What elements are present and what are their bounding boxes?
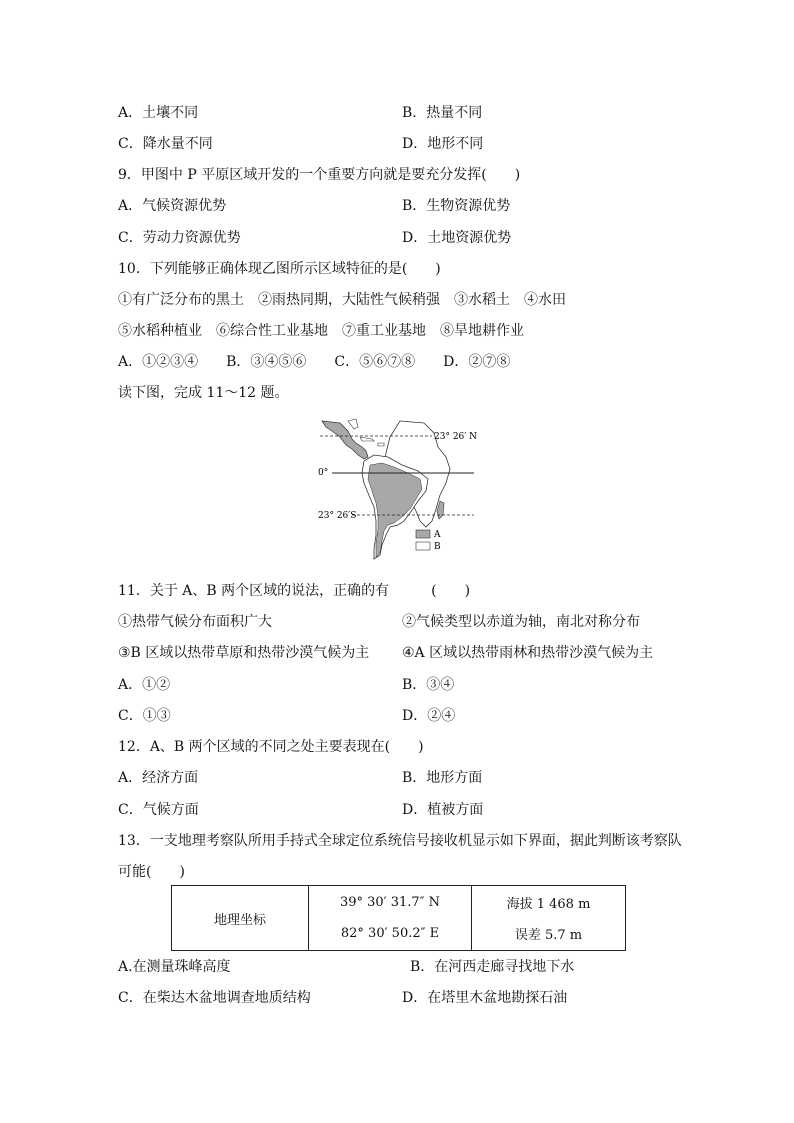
q12-option-c: C．气候方面 [118, 802, 199, 818]
q12-option-b: B．地形方面 [402, 770, 483, 786]
caribbean-islands [360, 437, 384, 446]
q13-option-b: B．在河西走廊寻找地下水 [410, 959, 575, 975]
q12-option-a: A．经济方面 [118, 770, 199, 786]
gps-label-cell [172, 886, 309, 951]
q13-option-d: D．在塔里木盆地勘探石油 [402, 990, 568, 1006]
legend-a-swatch [416, 530, 430, 538]
q11-item-4: ④A 区域以热带雨林和热带沙漠气候为主 [402, 645, 654, 661]
q11-item-3: ③B 区域以热带草原和热带沙漠气候为主 [118, 645, 370, 661]
q13-stem-line1: 13．一支地理考察队所用手持式全球定位系统信号接收机显示如下界面，据此判断该考察队 [118, 833, 682, 849]
q10-stem: 10．下列能够正确体现乙图所示区域特征的是( ) [118, 261, 441, 277]
q9-option-d: D．土地资源优势 [402, 230, 512, 246]
q8-option-b: B．热量不同 [402, 105, 483, 121]
q12-option-d: D．植被方面 [402, 802, 484, 818]
q11-option-c: C．①③ [118, 708, 171, 724]
gps-readout-table [171, 885, 626, 951]
legend-b-swatch [416, 542, 430, 550]
q10-choices: A．①②③④ B．③④⑤⑥ C．⑤⑥⑦⑧ D．②⑦⑧ [118, 354, 511, 370]
q8-option-c: C．降水量不同 [118, 136, 213, 152]
q10-items-row2: ⑤水稻种植业 ⑥综合性工业基地 ⑦重工业基地 ⑧旱地耕作业 [118, 323, 524, 339]
q11-item-2: ②气候类型以赤道为轴，南北对称分布 [402, 614, 640, 630]
q13-option-a: A.在测量珠峰高度 [118, 959, 231, 975]
latin-america-map [312, 413, 492, 568]
gps-altitude: 海拔 1 468 m [506, 897, 591, 912]
q9-option-b: B．生物资源优势 [402, 198, 511, 214]
gps-altitude-cell [472, 886, 626, 951]
gps-coordinates-cell [309, 886, 472, 951]
legend-b-label: B [434, 542, 441, 552]
q13-stem-line2: 可能( ) [118, 864, 185, 880]
q12-stem: 12．A、B 两个区域的不同之处主要表现在( ) [118, 739, 424, 755]
q11-option-b: B．③④ [402, 677, 455, 693]
q9-stem: 9．甲图中 P 平原区域开发的一个重要方向就是要充分发挥( ) [118, 167, 521, 183]
q11-stem: 11．关于 A、B 两个区域的说法，正确的有 ( ) [118, 583, 471, 599]
tropic-s-label: 23° 26′S [318, 511, 357, 521]
map-intro: 读下图，完成 11～12 题。 [118, 385, 289, 401]
q9-option-a: A．气候资源优势 [118, 198, 227, 214]
q8-option-a: A．土壤不同 [118, 105, 199, 121]
legend-a-label: A [434, 530, 441, 540]
madagascar-shape [437, 501, 444, 519]
central-america-region-a [322, 421, 368, 459]
equator-label: 0° [318, 468, 329, 478]
gps-label: 地理坐标 [213, 912, 266, 928]
q13-option-c: C．在柴达木盆地调查地质结构 [118, 990, 311, 1006]
florida-shape [348, 419, 358, 429]
tropic-n-label: 23° 26′ N [434, 432, 478, 442]
q10-items-row1: ①有广泛分布的黑土 ②雨热同期，大陆性气候稍强 ③水稻土 ④水田 [118, 292, 566, 308]
q11-item-1: ①热带气候分布面积广大 [118, 614, 272, 630]
q11-option-d: D．②④ [402, 708, 456, 724]
q8-option-d: D．地形不同 [402, 136, 484, 152]
q11-option-a: A．①② [118, 677, 171, 693]
q9-option-c: C．劳动力资源优势 [118, 230, 241, 246]
gps-error: 误差 5.7 m [514, 928, 583, 943]
gps-latitude: 39° 30′ 31.7″ N [339, 895, 441, 910]
gps-longitude: 82° 30′ 50.2″ E [340, 926, 440, 941]
